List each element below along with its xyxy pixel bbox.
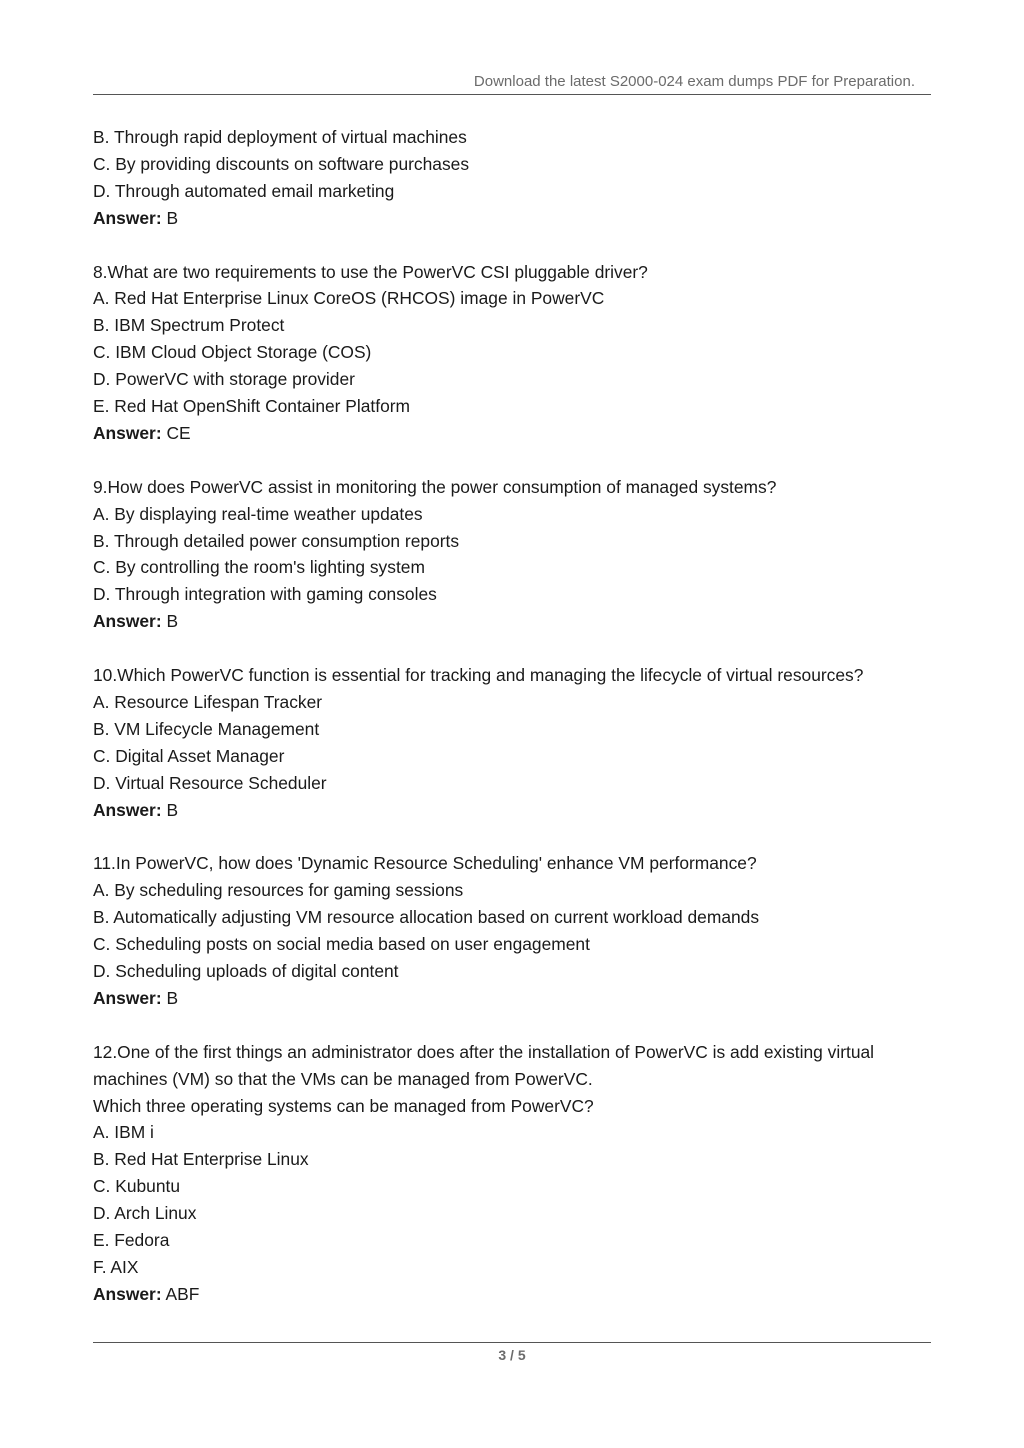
option-c: C. Digital Asset Manager bbox=[93, 745, 285, 766]
question-stem: 11.In PowerVC, how does 'Dynamic Resource Scheduling' enhance VM performance? bbox=[93, 853, 757, 874]
answer-line bbox=[93, 420, 931, 447]
option-a: A. Red Hat Enterprise Linux CoreOS (RHCOS) image in PowerVC bbox=[93, 288, 605, 309]
header-text: Download the latest S2000-024 exam dumps PDF for Preparation. bbox=[473, 73, 915, 90]
answer-label: Answer: bbox=[93, 1283, 162, 1304]
spacer bbox=[93, 635, 931, 662]
option-f: F. AIX bbox=[93, 1256, 139, 1277]
answer-line bbox=[93, 985, 931, 1012]
spacer bbox=[93, 232, 931, 259]
option-c: C. Scheduling posts on social media based on user engagement bbox=[93, 934, 590, 955]
option-b: B. Automatically adjusting VM resource allocation based on current workload demands bbox=[93, 907, 760, 928]
answer-label: Answer: bbox=[93, 611, 162, 632]
answer-value: B bbox=[166, 799, 179, 820]
option-b: B. IBM Spectrum Protect bbox=[93, 315, 285, 336]
question-9 bbox=[93, 474, 931, 635]
answer-value: B bbox=[166, 207, 179, 228]
option-d: D. PowerVC with storage provider bbox=[93, 369, 355, 390]
option-c: C. By controlling the room's lighting system bbox=[93, 557, 425, 578]
option-c: C. By providing discounts on software purchases bbox=[93, 153, 470, 174]
answer-label: Answer: bbox=[93, 987, 162, 1008]
question-12 bbox=[93, 1039, 931, 1308]
spacer bbox=[93, 1012, 931, 1039]
page-number: 3 / 5 bbox=[498, 1347, 526, 1363]
question-tail-7 bbox=[93, 124, 931, 232]
option-b: B. Through rapid deployment of virtual machines bbox=[93, 127, 467, 147]
question-stem: 9.How does PowerVC assist in monitoring the power consumption of managed systems? bbox=[93, 476, 777, 497]
question-stem: 12.One of the first things an administrator does after the installation of PowerVC is add existing virtual machines (VM) so that the VMs can be managed from PowerVC. bbox=[93, 1041, 875, 1089]
question-10 bbox=[93, 662, 931, 823]
option-c: C. IBM Cloud Object Storage (COS) bbox=[93, 342, 372, 363]
question-8 bbox=[93, 259, 931, 447]
answer-line bbox=[93, 205, 931, 232]
option-a: A. Resource Lifespan Tracker bbox=[93, 691, 323, 712]
option-b: B. Through detailed power consumption reports bbox=[93, 530, 460, 551]
answer-label: Answer: bbox=[93, 207, 162, 228]
page-header bbox=[93, 0, 931, 95]
spacer bbox=[93, 824, 931, 851]
option-d: D. Virtual Resource Scheduler bbox=[93, 772, 327, 793]
option-a: A. IBM i bbox=[93, 1122, 154, 1143]
answer-line bbox=[93, 797, 931, 824]
option-e: E. Fedora bbox=[93, 1230, 170, 1251]
option-a: A. By scheduling resources for gaming sessions bbox=[93, 880, 464, 901]
option-d: D. Scheduling uploads of digital content bbox=[93, 961, 399, 982]
option-d: D. Through automated email marketing bbox=[93, 180, 395, 201]
answer-value: CE bbox=[166, 422, 191, 443]
question-11 bbox=[93, 850, 931, 1011]
option-d: D. Arch Linux bbox=[93, 1203, 197, 1224]
option-e: E. Red Hat OpenShift Container Platform bbox=[93, 396, 411, 417]
question-stem: 10.Which PowerVC function is essential for tracking and managing the lifecycle of virtual resources? bbox=[93, 665, 864, 686]
option-c: C. Kubuntu bbox=[93, 1176, 181, 1197]
answer-value: ABF bbox=[165, 1283, 200, 1304]
answer-value: B bbox=[166, 987, 179, 1008]
option-d: D. Through integration with gaming consoles bbox=[93, 584, 437, 605]
answer-label: Answer: bbox=[93, 422, 162, 443]
option-b: B. VM Lifecycle Management bbox=[93, 718, 320, 739]
page-content bbox=[93, 124, 931, 1308]
option-b: B. Red Hat Enterprise Linux bbox=[93, 1149, 309, 1170]
answer-value: B bbox=[166, 611, 179, 632]
question-stem-continued: Which three operating systems can be managed from PowerVC? bbox=[93, 1095, 594, 1116]
answer-label: Answer: bbox=[93, 799, 162, 820]
answer-line bbox=[93, 608, 931, 635]
option-a: A. By displaying real-time weather updates bbox=[93, 503, 423, 524]
answer-line bbox=[93, 1281, 931, 1308]
footer-divider bbox=[93, 1342, 931, 1343]
spacer bbox=[93, 447, 931, 474]
question-stem: 8.What are two requirements to use the PowerVC CSI pluggable driver? bbox=[93, 261, 648, 282]
